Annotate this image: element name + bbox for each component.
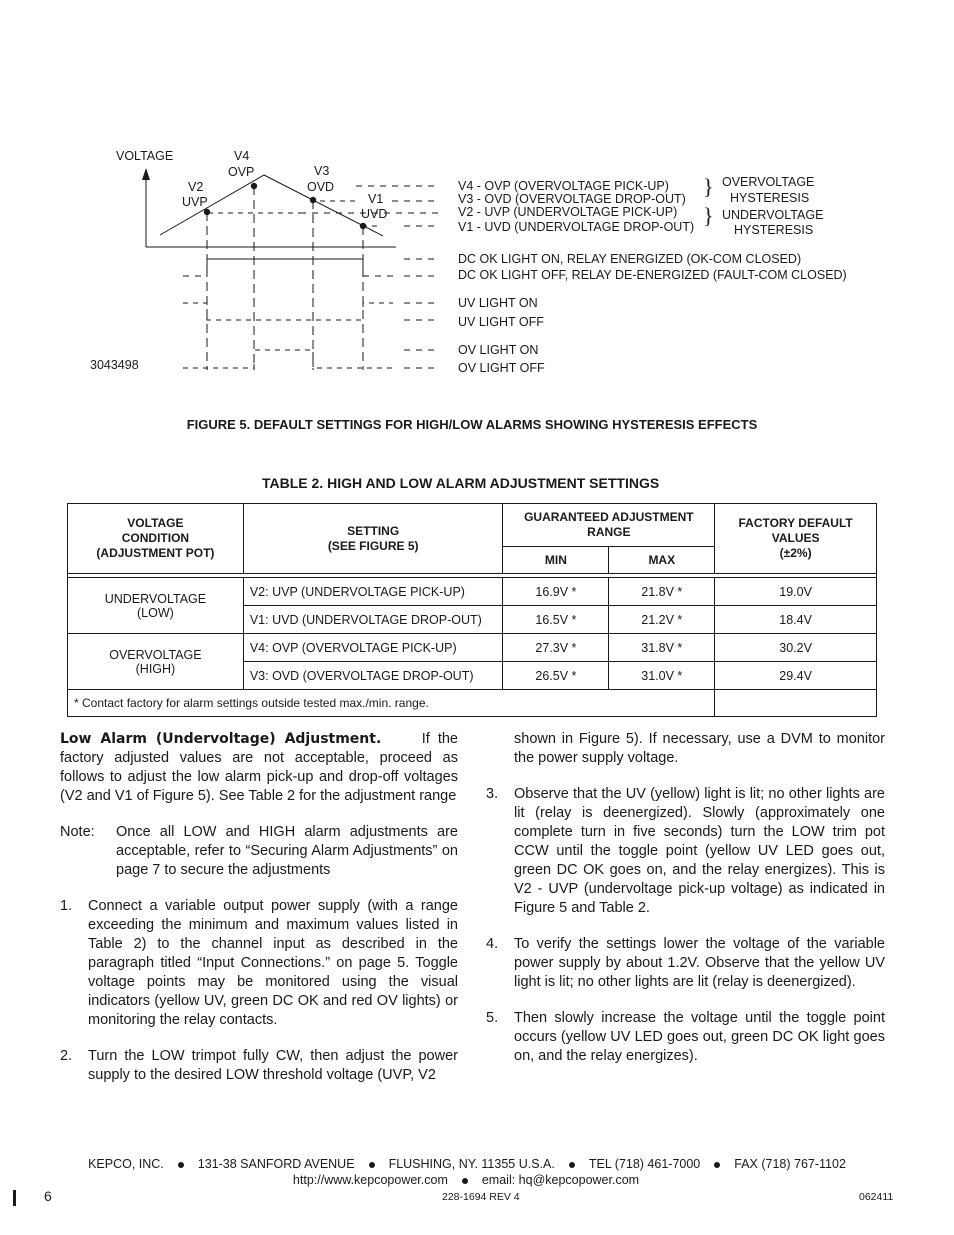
uv-hysteresis-label: UNDERVOLTAGE xyxy=(722,208,824,222)
legend-ov-off: OV LIGHT OFF xyxy=(458,361,545,375)
max-cell: 31.0V * xyxy=(609,662,715,690)
min-cell: 26.5V * xyxy=(503,662,609,690)
setting-cell: V4: OVP (OVERVOLTAGE PICK-UP) xyxy=(243,634,503,662)
bullet-icon xyxy=(369,1162,375,1168)
v2-point xyxy=(204,209,210,215)
bullet-icon xyxy=(178,1162,184,1168)
website-link[interactable]: http://www.kepcopower.com xyxy=(292,1173,448,1187)
max-cell: 21.8V * xyxy=(609,578,715,606)
table-row xyxy=(68,578,877,606)
ov-hysteresis-label-2: HYSTERESIS xyxy=(730,191,810,205)
v4-sub-label: OVP xyxy=(228,165,255,179)
min-cell: 16.5V * xyxy=(503,606,609,634)
footer-contact xyxy=(0,1173,932,1187)
intro-paragraph: Low Alarm (Undervoltage) Adjustment. If the factory adjusted values are not acceptable, proceed as follows to adjust the low alarm pick-up and drop-off voltages (V2 and V1 of Figure 5). See Table 2 for the adjustment range xyxy=(60,731,458,804)
list-item: 2. Turn the LOW trimpot fully CW, then adjust the power supply to the desired LOW threshold voltage (UVP, V2 xyxy=(60,1048,458,1083)
bullet-icon xyxy=(569,1162,575,1168)
v4-label: V4 xyxy=(234,149,250,163)
default-cell: 29.4V xyxy=(715,662,877,690)
page-marker xyxy=(13,1190,16,1206)
legend-uv-on: UV LIGHT ON xyxy=(458,296,538,310)
min-cell: 16.9V * xyxy=(503,578,609,606)
condition-overvoltage: OVERVOLTAGE (HIGH) xyxy=(68,634,244,690)
header-factory: FACTORY DEFAULT VALUES (±2%) xyxy=(715,504,877,574)
setting-cell: V2: UVP (UNDERVOLTAGE PICK-UP) xyxy=(243,578,503,606)
header-range: GUARANTEED ADJUSTMENT RANGE xyxy=(503,504,715,547)
v1-point xyxy=(360,223,366,229)
header-setting: SETTING (SEE FIGURE 5) xyxy=(243,504,503,574)
alarm-settings-table xyxy=(67,503,877,717)
bullet-icon xyxy=(462,1178,468,1184)
v2-sub-label: UVP xyxy=(182,195,208,209)
legend-v2: V2 - UVP (UNDERVOLTAGE PICK-UP) xyxy=(458,205,678,219)
ov-brace: } xyxy=(703,174,714,199)
section-heading: Low Alarm (Undervoltage) Adjustment. xyxy=(60,731,382,747)
setting-cell: V3: OVD (OVERVOLTAGE DROP-OUT) xyxy=(243,662,503,690)
list-item: 1. Connect a variable output power supply (with a range exceeding the minimum and maximum values listed in Table 2) to the channel input as described in the paragraph titled “Input Connections.” on page 5. Toggle voltage points may be monitored using the visual indicators (yellow UV, green DC OK and red OV lights) or monitoring the relay contacts. xyxy=(60,898,458,1028)
default-cell: 30.2V xyxy=(715,634,877,662)
default-cell: 19.0V xyxy=(715,578,877,606)
figure-id: 3043498 xyxy=(90,358,139,372)
legend-ov-on: OV LIGHT ON xyxy=(458,343,539,357)
voltage-label: VOLTAGE xyxy=(116,149,174,163)
list-item: 5. Then slowly increase the voltage until the toggle point occurs (yellow UV LED goes out, green DC OK light goes on, and the relay energizes). xyxy=(486,1010,885,1064)
ov-hysteresis-label: OVERVOLTAGE xyxy=(722,175,815,189)
table-footnote: * Contact factory for alarm settings outside tested max./min. range. xyxy=(68,690,715,717)
v1-sub-label: UVD xyxy=(361,207,388,221)
list-item: 3. Observe that the UV (yellow) light is lit; no other lights are lit (relay is deenergized). Slowly (approximately one complete turn in five seconds) turn the LOW trim pot CCW until the toggle point (yellow UV LED goes out, green DC OK goes on, and the relay energizes). This is V2 - UVP (undervoltage pick-up voltage) as indicated in Figure 5 and Table 2. xyxy=(486,786,885,916)
list-item: 4. To verify the settings lower the voltage of the variable power supply by about 1.2V. Observe that the yellow UV light is lit; no other lights are lit (relay is deenergized). xyxy=(486,936,885,990)
email-link[interactable]: email: hq@kepcopower.com xyxy=(481,1173,640,1187)
bullet-icon xyxy=(714,1162,720,1168)
list-item-continued: shown in Figure 5). If necessary, use a DVM to monitor the power supply voltage. xyxy=(514,731,885,766)
doc-number: 228-1694 REV 4 xyxy=(442,1191,520,1203)
default-cell: 18.4V xyxy=(715,606,877,634)
v4-point xyxy=(251,183,257,189)
max-cell: 21.2V * xyxy=(609,606,715,634)
left-column xyxy=(60,730,458,1102)
header-min: MIN xyxy=(503,547,609,574)
v3-sub-label: OVD xyxy=(307,180,335,194)
v3-point xyxy=(310,197,316,203)
empty-cell xyxy=(715,690,877,717)
figure-caption: FIGURE 5. DEFAULT SETTINGS FOR HIGH/LOW ALARMS SHOWING HYSTERESIS EFFECTS xyxy=(186,417,758,432)
uv-brace: } xyxy=(703,203,714,228)
table-title: TABLE 2. HIGH AND LOW ALARM ADJUSTMENT SETTINGS xyxy=(262,475,660,491)
min-cell: 27.3V * xyxy=(503,634,609,662)
page-number: 6 xyxy=(44,1188,52,1204)
v1-label: V1 xyxy=(368,192,384,206)
v3-label: V3 xyxy=(314,164,330,178)
legend-dc-on: DC OK LIGHT ON, RELAY ENERGIZED (OK-COM CLOSED) xyxy=(458,252,802,266)
setting-cell: V1: UVD (UNDERVOLTAGE DROP-OUT) xyxy=(243,606,503,634)
legend-dc-off: DC OK LIGHT OFF, RELAY DE-ENERGIZED (FAULT-COM CLOSED) xyxy=(458,268,847,282)
note-paragraph: Note: Once all LOW and HIGH alarm adjustments are acceptable, refer to “Securing Alarm Adjustments” on page 7 to secure the adjustments xyxy=(60,824,458,878)
right-column xyxy=(486,730,885,1083)
axis-arrow xyxy=(142,168,150,180)
condition-undervoltage: UNDERVOLTAGE (LOW) xyxy=(68,578,244,634)
header-max: MAX xyxy=(609,547,715,574)
legend-uv-off: UV LIGHT OFF xyxy=(458,315,544,329)
doc-date: 062411 xyxy=(859,1191,894,1203)
footer-address: KEPCO, INC. 131-38 SANFORD AVENUE FLUSHING, NY. 11355 U.S.A. TEL (718) 461-7000 FAX (718) 767-1102 xyxy=(88,1157,846,1171)
v2-label: V2 xyxy=(188,180,204,194)
header-condition: VOLTAGE CONDITION (ADJUSTMENT POT) xyxy=(68,504,244,574)
legend-v4: V4 - OVP (OVERVOLTAGE PICK-UP) xyxy=(458,179,669,193)
legend-v3: V3 - OVD (OVERVOLTAGE DROP-OUT) xyxy=(458,192,686,206)
legend-v1: V1 - UVD (UNDERVOLTAGE DROP-OUT) xyxy=(458,220,695,234)
uv-hysteresis-label-2: HYSTERESIS xyxy=(734,223,814,237)
table-row xyxy=(68,634,877,662)
max-cell: 31.8V * xyxy=(609,634,715,662)
